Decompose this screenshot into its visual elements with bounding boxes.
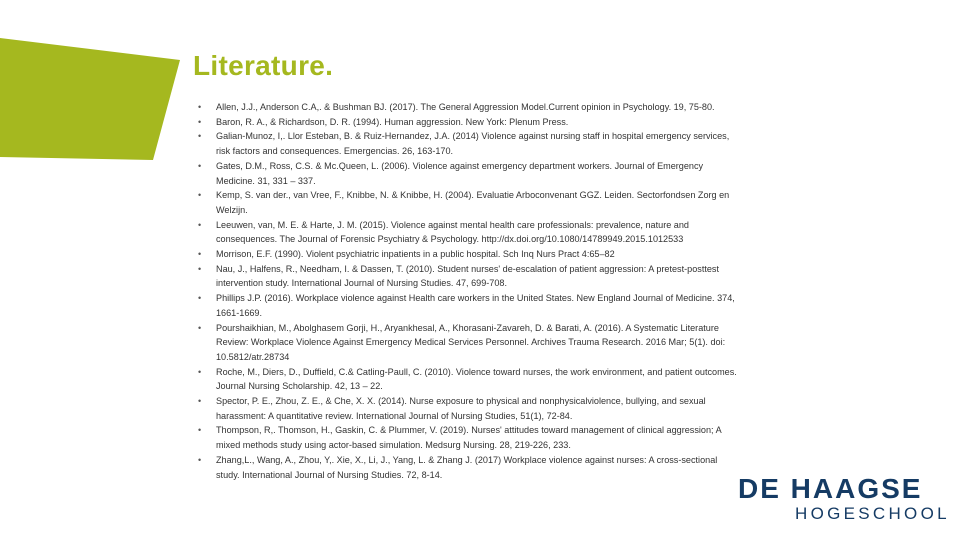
reference-item xyxy=(198,321,743,365)
reference-item xyxy=(198,365,743,394)
reference-item xyxy=(198,453,743,482)
reference-item xyxy=(198,100,743,115)
reference-item xyxy=(198,247,743,262)
bullet-icon: • xyxy=(198,190,202,201)
reference-text: Allen, J.J., Anderson C.A,. & Bushman BJ. (2017). The General Aggression Model.Current opinion in Psychology. 19, 75-80. xyxy=(216,102,715,112)
bullet-icon: • xyxy=(198,102,202,112)
reference-item xyxy=(198,423,743,452)
reference-text: Morrison, E.F. (1990). Violent psychiatric inpatients in a public hospital. Sch Inq Nurs Pract 4:65–82 xyxy=(216,249,615,260)
reference-text: Roche, M., Diers, D., Duffield, C.& Catling-Paull, C. (2010). Violence toward nurses, the work environment, and patient outcomes. Journal Nursing Scholarship. 42, 13 – 22. xyxy=(216,366,737,392)
reference-text: Gates, D.M., Ross, C.S. & Mc.Queen, L. (2006). Violence against emergency department workers. Journal of Emergency Medicine. 31, 331 – 337. xyxy=(216,160,704,186)
reference-item xyxy=(198,188,743,217)
reference-text: Spector, P. E., Zhou, Z. E., & Che, X. X. (2014). Nurse exposure to physical and nonphysicalviolence, bullying, and sexual harassment: A quantitative review. International Journal of Nursing Studies, 51(1), 72-84. xyxy=(216,396,706,421)
reference-item xyxy=(198,115,743,130)
green-accent-shape xyxy=(0,0,180,160)
bullet-icon: • xyxy=(198,160,202,171)
reference-text: Phillips J.P. (2016). Workplace violence against Health care workers in the United States. New England Journal of Medicine. 374, 1661-1669. xyxy=(216,293,735,318)
reference-text: Zhang,L., Wang, A., Zhou, Y,. Xie, X., Li, J., Yang, L. & Zhang J. (2017) Workplace violence against nurses: A cross-sectional study. International Journal of Nursing Studies. 72, 8-14. xyxy=(216,454,718,480)
bullet-icon: • xyxy=(198,366,202,377)
reference-text: Galian-Munoz, I,. Llor Esteban, B. & Ruiz-Hernandez, J.A. (2014) Violence against nursing staff in hospital emergency services, risk factors and consequences. Emergencias. 26, 163-170. xyxy=(216,131,730,157)
bullet-icon: • xyxy=(198,425,202,436)
reference-list xyxy=(198,100,743,482)
bullet-icon: • xyxy=(198,219,202,230)
reference-text: Baron, R. A., & Richardson, D. R. (1994). Human aggression. New York: Plenum Press. xyxy=(216,116,569,127)
bullet-icon: • xyxy=(198,116,202,127)
reference-item xyxy=(198,262,743,291)
reference-item xyxy=(198,291,743,320)
slide-title: Literature. xyxy=(193,50,334,81)
reference-text: Kemp, S. van der., van Vree, F., Knibbe, N. & Knibbe, H. (2004). Evaluatie Arboconvenant GGZ. Leiden. Sectorfondsen Zorg en Welzijn. xyxy=(216,190,730,215)
reference-text: Leeuwen, van, M. E. & Harte, J. M. (2015). Violence against mental health care professionals: prevalence, nature and consequences. The Journal of Forensic Psychiatry & Psychology. http://dx.doi.org/10.1080/14789949.2015.1012533 xyxy=(216,219,689,245)
bullet-icon: • xyxy=(198,322,202,333)
bullet-icon: • xyxy=(198,454,202,465)
bullet-icon: • xyxy=(198,396,202,407)
logo-line-1: DE HAAGSE xyxy=(738,473,923,504)
bullet-icon: • xyxy=(198,131,202,142)
reference-item xyxy=(198,129,743,158)
reference-text: Pourshaikhian, M., Abolghasem Gorji, H., Aryankhesal, A., Khorasani-Zavareh, D. & Barati, A. (2016). A Systematic Literature Review: Workplace Violence Against Emergency Medical Services Personnel. Archives Trauma Research. 2016 Mar; 5(1). doi: 10.5812/atr.28734 xyxy=(216,322,726,362)
reference-item xyxy=(198,159,743,188)
logo-line-2: HOGESCHOOL xyxy=(795,504,950,523)
bullet-icon: • xyxy=(198,263,202,274)
bullet-icon: • xyxy=(198,293,202,304)
reference-item xyxy=(198,218,743,247)
reference-text: Thompson, R,. Thomson, H., Gaskin, C. & Plummer, V. (2019). Nurses' attitudes toward management of clinical aggression; A mixed methods study using actor-based simulation. Medsurg Nursing. 28, 219-226, 233. xyxy=(216,425,722,451)
reference-text: Nau, J., Halfens, R., Needham, I. & Dassen, T. (2010). Student nurses' de-escalation of patient aggression: A pretest-posttest intervention study. International Journal of Nursing Studies. 47, 699-708. xyxy=(216,263,720,289)
de-haagse-hogeschool-logo xyxy=(738,473,950,525)
reference-item xyxy=(198,394,743,423)
bullet-icon: • xyxy=(198,249,202,260)
